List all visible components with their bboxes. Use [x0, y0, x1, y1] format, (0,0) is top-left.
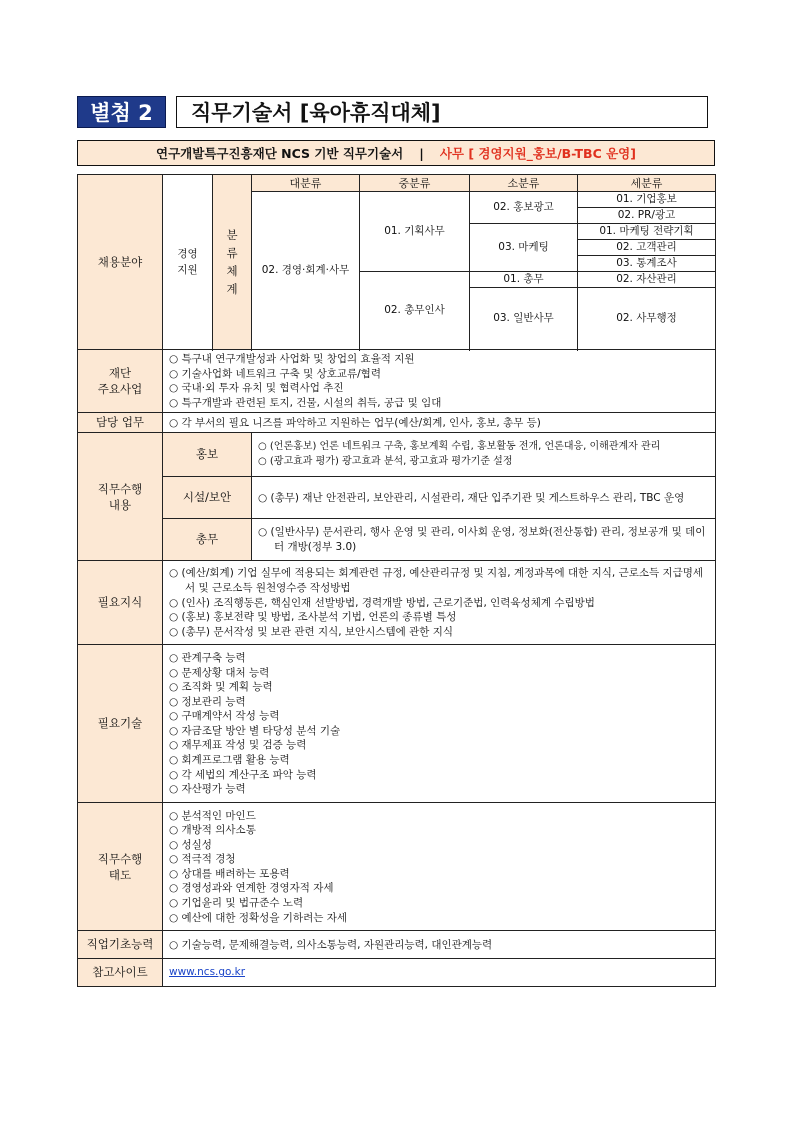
subtitle-job: 사무 [ 경영지원_홍보/B-TBC 운영]	[439, 146, 636, 161]
minor-category-pr: 02. 홍보광고	[470, 192, 578, 224]
list-item: ○ (인사) 조직행동론, 핵심인재 선발방법, 경력개발 방법, 근로기준법, 인력육성체계 수립방법	[169, 596, 595, 609]
attachment-badge: 별첨 2	[77, 96, 166, 128]
reference-link[interactable]: www.ncs.go.kr	[169, 966, 246, 979]
skills-items	[163, 645, 716, 803]
reference-cell	[163, 959, 716, 987]
list-item: ○ (홍보) 홍보전략 및 방법, 조사분석 기법, 언론의 종류별 특성	[169, 611, 457, 624]
performance-name: 총무	[163, 519, 252, 561]
list-item: ○ 경영성과와 연계한 경영자적 자세	[169, 882, 334, 895]
detail-category: 01. 기업홍보	[578, 192, 716, 208]
knowledge-label: 필요지식	[78, 561, 163, 645]
list-item: ○ 기술능력, 문제해결능력, 의사소통능력, 자원관리능력, 대인관계능력	[169, 938, 493, 951]
list-item: ○ 각 부서의 필요 니즈를 파악하고 지원하는 업무(예산/회계, 인사, 홍보, 총무 등)	[169, 416, 541, 429]
performance-name: 홍보	[163, 433, 252, 477]
minor-category-office: 03. 일반사무	[470, 288, 578, 350]
duty-row	[78, 413, 716, 433]
list-item: ○ 조직화 및 계획 능력	[169, 681, 273, 694]
performance-items	[252, 477, 716, 519]
major-category: 02. 경영·회계·사무	[252, 192, 360, 350]
detail-category: 02. 고객관리	[578, 240, 716, 256]
list-item: ○ 회계프로그램 활용 능력	[169, 754, 290, 767]
list-item: ○ 상대를 배려하는 포용력	[169, 867, 290, 880]
performance-row-facility	[78, 477, 716, 519]
knowledge-items	[163, 561, 716, 645]
list-item: ○ 재무제표 작성 및 검증 능력	[169, 739, 307, 752]
performance-items	[252, 433, 716, 477]
foundation-label: 재단 주요사업	[78, 350, 163, 413]
list-item: ○ 예산에 대한 정확성을 기하려는 자세	[169, 911, 347, 924]
list-item: ○ 기술사업화 네트워크 구축 및 상호교류/협력	[169, 367, 381, 380]
list-item: ○ (예산/회계) 기업 실무에 적용되는 회계관련 규정, 예산관리규정 및 지침, 계정과목에 대한 지식, 근로소득 지급명세서 및 근로소득 원천영수증 작성방법	[169, 567, 704, 594]
list-item: ○ (광고효과 평가) 광고효과 분석, 광고효과 평가기준 설정	[258, 455, 513, 467]
list-item: ○ 적극적 경청	[169, 853, 236, 866]
list-item: ○ (총무) 문서작성 및 보관 관련 지식, 보안시스템에 관한 지식	[169, 625, 454, 638]
list-item: ○ 자산평가 능력	[169, 783, 246, 796]
foundation-row	[78, 350, 716, 413]
skills-label: 필요기술	[78, 645, 163, 803]
list-item: ○ 정보관리 능력	[169, 695, 246, 708]
classification-header-row	[78, 175, 716, 192]
attitude-label: 직무수행 태도	[78, 803, 163, 931]
subtitle-separator: |	[419, 145, 424, 161]
list-item: ○ 개방적 의사소통	[169, 824, 256, 837]
list-item: ○ 성실성	[169, 838, 212, 851]
reference-row	[78, 959, 716, 987]
duty-label: 담당 업무	[78, 413, 163, 433]
reference-label: 참고사이트	[78, 959, 163, 987]
list-item: ○ (총무) 재난 안전관리, 보안관리, 시설관리, 재단 입주기관 및 게스트하우스 관리, TBC 운영	[258, 491, 685, 504]
performance-row-pr	[78, 433, 716, 477]
basic-text	[163, 931, 716, 959]
header-major: 대분류	[252, 175, 360, 192]
detail-category: 02. 자산관리	[578, 272, 716, 288]
minor-category-marketing: 03. 마케팅	[470, 224, 578, 272]
basic-label: 직업기초능력	[78, 931, 163, 959]
performance-name: 시설/보안	[163, 477, 252, 519]
detail-category: 02. PR/광고	[578, 208, 716, 224]
list-item: ○ 특구내 연구개발성과 사업화 및 창업의 효율적 지원	[169, 353, 415, 365]
job-description-table	[77, 174, 716, 987]
list-item: ○ 국내·외 투자 유치 및 협력사업 추진	[169, 382, 344, 395]
header-mid: 중분류	[360, 175, 470, 192]
classification-label: 채용분야	[78, 175, 163, 350]
detail-category: 01. 마케팅 전략기획	[578, 224, 716, 240]
detail-category: 02. 사무행정	[578, 288, 716, 350]
list-item: ○ 구매계약서 작성 능력	[169, 710, 280, 723]
list-item: ○ (일반사무) 문서관리, 행사 운영 및 관리, 이사회 운영, 정보화(전산통합) 관리, 정보공개 및 데이터 개방(정부 3.0)	[258, 526, 706, 553]
foundation-items	[163, 350, 716, 413]
list-item: ○ (언론홍보) 언론 네트워크 구축, 홍보계획 수립, 홍보활동 전개, 언론대응, 이해관계자 관리	[258, 441, 661, 453]
mid-category-admin: 02. 총무인사	[360, 272, 470, 350]
mid-category-planning: 01. 기획사무	[360, 192, 470, 272]
knowledge-row	[78, 561, 716, 645]
skills-row	[78, 645, 716, 803]
subtitle-org: 연구개발특구진흥재단 NCS 기반 직무기술서	[156, 146, 404, 161]
header-minor: 소분류	[470, 175, 578, 192]
attitude-row	[78, 803, 716, 931]
list-item: ○ 특구개발과 관련된 토지, 건물, 시설의 취득, 공급 및 임대	[169, 396, 442, 409]
list-item: ○ 자금조달 방안 별 타당성 분석 기술	[169, 724, 341, 737]
performance-label: 직무수행 내용	[78, 433, 163, 561]
document-title: 직무기술서 [육아휴직대체]	[176, 96, 708, 128]
minor-category-general-affairs: 01. 총무	[470, 272, 578, 288]
duty-text	[163, 413, 716, 433]
list-item: ○ 분석적인 마인드	[169, 809, 256, 822]
list-item: ○ 각 세법의 계산구조 파악 능력	[169, 768, 317, 781]
classification-system-label: 분 류 체 계	[213, 175, 252, 350]
list-item: ○ 문제상황 대처 능력	[169, 666, 270, 679]
basic-row	[78, 931, 716, 959]
list-item: ○ 관계구축 능력	[169, 651, 246, 664]
attitude-items	[163, 803, 716, 931]
list-item: ○ 기업윤리 및 법규준수 노력	[169, 897, 304, 910]
performance-items	[252, 519, 716, 561]
subtitle-bar	[77, 140, 715, 166]
classification-field: 경영 지원	[163, 175, 213, 350]
performance-row-admin	[78, 519, 716, 561]
detail-category: 03. 통계조사	[578, 256, 716, 272]
header-detail: 세분류	[578, 175, 716, 192]
